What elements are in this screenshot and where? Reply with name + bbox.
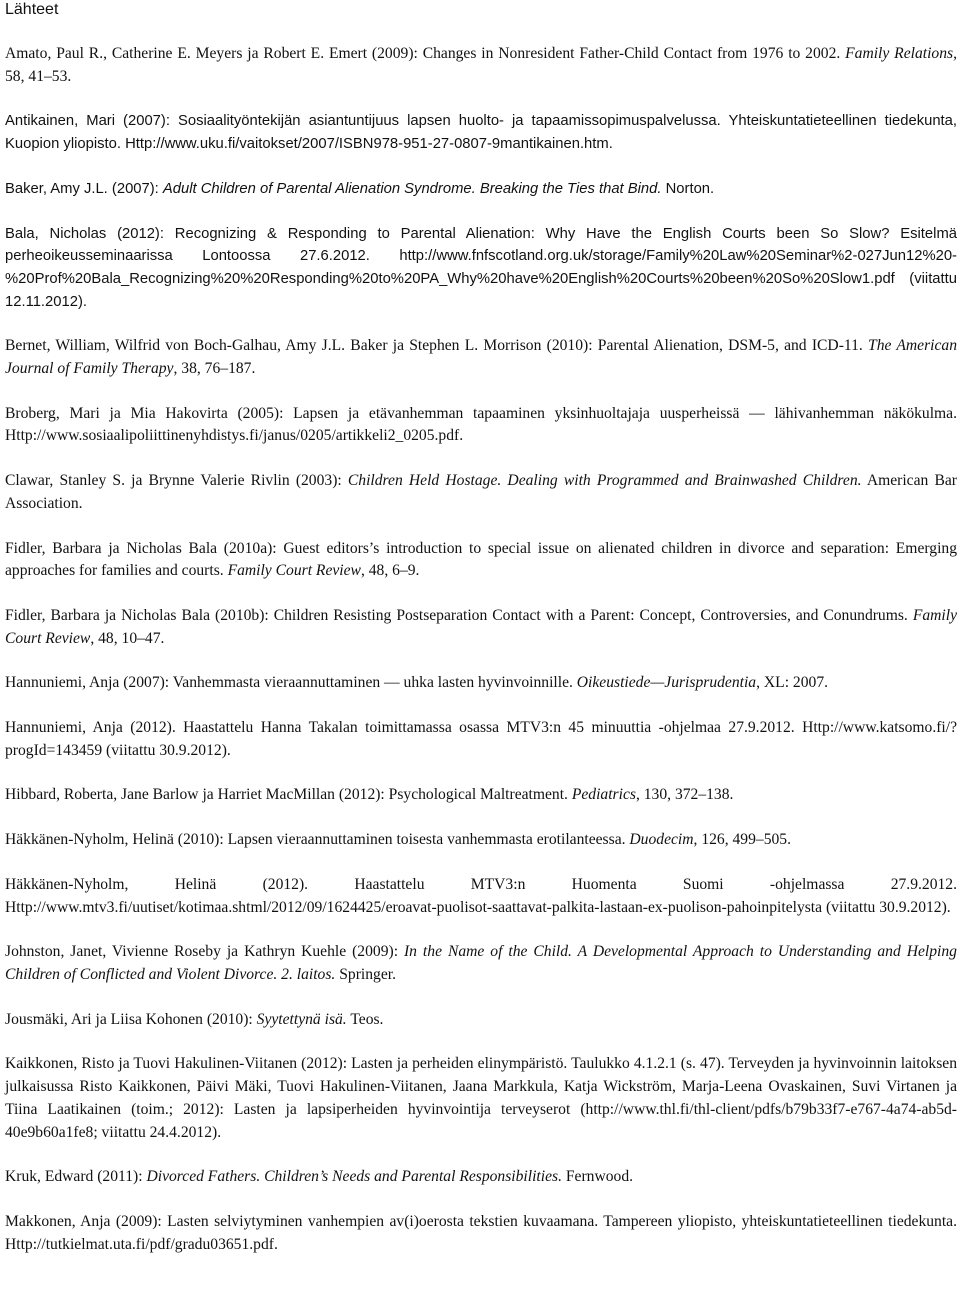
- reference-title-italic: In the Name of the Child. A Developmental Approach to Understanding and Helping Children of Conflicted and Violent Divorce. 2. laitos.: [5, 943, 957, 983]
- reference-text: , XL: 2007.: [756, 674, 829, 692]
- reference-text: Amato, Paul R., Catherine E. Meyers ja Robert E. Emert (2009): Changes in Nonresident Father-Child Contact from 1976 to 2002.: [5, 45, 846, 62]
- reference-entry: [5, 784, 957, 807]
- reference-text: Hannuniemi, Anja (2007): Vanhemmasta vieraannuttaminen — uhka lasten hyvinvoinnille.: [5, 674, 577, 692]
- reference-entry: [5, 335, 957, 380]
- reference-text: Broberg, Mari ja Mia Hakovirta (2005): Lapsen ja etävanhemman tapaaminen yksinhuoltajaja uusperheissä — lähivanhemman näkökulma. Http://www.sosiaalipoliittinenyhdistys.fi/janus/0205/artikkeli2_0205.pdf.: [5, 404, 957, 445]
- reference-text: Kaikkonen, Risto ja Tuovi Hakulinen-Viitanen (2012): Lasten ja perheiden elinympäristö. Taulukko 4.1.2.1 (s. 47). Terveyden ja hyvinvoinnin laitoksen julkaisussa Risto Kaikkonen, Päivi Mäki, Tuovi Hakulinen-Viitanen, Jaana Markkula, Katja Wickström, Marja-Leena Ovaskainen, Suvi Virtanen ja Tiina Laatikainen (toim.; 2012): Lasten ja lapsiperheiden hyvinvointija terveyserot (http://www.thl.fi/thl-client/pdfs/b79b33f7-e767-4a74-ab5d-40e9b60a1fe8; viitattu 24.4.2012).: [5, 1055, 957, 1141]
- reference-text: Fernwood.: [561, 1168, 634, 1186]
- reference-entry: [5, 717, 957, 762]
- reference-text: American Bar Association.: [5, 472, 957, 512]
- reference-title-italic: Children Held Hostage. Dealing with Programmed and Brainwashed Children.: [347, 472, 862, 490]
- reference-title-italic: The American Journal of Family Therapy: [5, 337, 957, 378]
- reference-text: Antikainen, Mari (2007): Sosiaalityöntekijän asiantuntijuus lapsen huolto- ja tapaamissopimuspalvelussa. Yhteiskuntatieteellinen tiedekunta, Kuopion yliopisto. Http://www.uku.fi/vaitokset/2007/ISBN978-951-27-0807-9mantikainen.htm.: [5, 113, 957, 153]
- page-title: Lähteet: [5, 1, 59, 18]
- reference-entry: [5, 1009, 957, 1032]
- reference-entry: [5, 1211, 957, 1256]
- reference-entry: [5, 605, 957, 650]
- reference-entry: [5, 538, 957, 583]
- reference-text: Clawar, Stanley S. ja Brynne Valerie Rivlin (2003):: [5, 472, 348, 490]
- reference-title-italic: Pediatrics: [571, 786, 636, 804]
- reference-text: Bernet, William, Wilfrid von Boch-Galhau, Amy J.L. Baker ja Stephen L. Morrison (2010): Parental Alienation, DSM-5, and ICD-11.: [5, 337, 869, 355]
- reference-title-italic: Divorced Fathers. Children’s Needs and Parental Responsibilities.: [146, 1168, 562, 1186]
- reference-entry: [5, 874, 957, 919]
- reference-entry: [5, 829, 957, 852]
- reference-text: Springer.: [335, 965, 396, 983]
- reference-text: Häkkänen-Nyholm, Helinä (2010): Lapsen vieraannuttaminen toisesta vanhemmasta erotilanteessa.: [5, 831, 630, 849]
- reference-entry: [5, 941, 957, 986]
- reference-list: [5, 43, 957, 1256]
- reference-title-italic: Adult Children of Parental Alienation Syndrome. Breaking the Ties that Bind.: [162, 180, 662, 197]
- reference-title-italic: Duodecim: [629, 831, 694, 849]
- reference-text: Fidler, Barbara ja Nicholas Bala (2010a): Guest editors’s introduction to special issue on alienated children in divorce and separation: Emerging approaches for families and courts.: [5, 539, 957, 580]
- reference-text: Fidler, Barbara ja Nicholas Bala (2010b): Children Resisting Postseparation Contact with a Parent: Concept, Controversies, and Conundrums.: [5, 606, 913, 624]
- reference-text: , 58, 41–53.: [5, 45, 957, 85]
- reference-text: Häkkänen-Nyholm, Helinä (2012). Haastattelu MTV3:n Huomenta Suomi -ohjelmassa 27.9.2012. Http://www.mtv3.fi/uutiset/kotimaa.shtml/2012/09/1624425/eroavat-puolisot-saattavat-palkita-lastaan-ex-puolison-pahoinpitelysta (viitattu 30.9.2012).: [5, 875, 957, 916]
- reference-title-italic: Family Court Review: [5, 606, 957, 647]
- reference-text: , 126, 499–505.: [693, 831, 791, 849]
- reference-text: , 130, 372–138.: [635, 786, 734, 804]
- reference-text: Hannuniemi, Anja (2012). Haastattelu Hanna Takalan toimittamassa osassa MTV3:n 45 minuuttia -ohjelmaa 27.9.2012. Http://www.katsomo.fi/?progId=143459 (viitattu 30.9.2012).: [5, 719, 957, 759]
- document-page: [5, 0, 957, 1278]
- reference-text: , 48, 6–9.: [360, 562, 420, 580]
- reference-text: Norton.: [661, 180, 715, 197]
- reference-text: Bala, Nicholas (2012): Recognizing & Responding to Parental Alienation: Why Have the English Courts been So Slow? Esitelmä perheoikeusseminaarissa Lontoossa 27.6.2012. http://www.fnfscotland.org.uk/storage/Family%20Law%20Seminar%2-027Jun12%20-%20Prof%20Bala_Recognizing%20%20Responding%20to%20PA_Why%20have%20English%20Courts%20been%20So%20Slow1.pdf (viitattu 12.11.2012).: [5, 225, 957, 310]
- reference-entry: [5, 1166, 957, 1189]
- reference-entry: [5, 223, 957, 314]
- reference-text: Johnston, Janet, Vivienne Roseby ja Kathryn Kuehle (2009):: [5, 943, 404, 961]
- reference-title-italic: Family Relations: [845, 45, 954, 62]
- reference-entry: [5, 470, 957, 515]
- reference-text: Makkonen, Anja (2009): Lasten selviytyminen vanhempien av(i)oerosta tekstien kuvaamana. Tampereen yliopisto, yhteiskuntatieteellinen tiedekunta. Http://tutkielmat.uta.fi/pdf/gradu03651.pdf.: [5, 1212, 957, 1253]
- reference-text: Teos.: [346, 1010, 384, 1028]
- reference-text: , 38, 76–187.: [173, 360, 256, 378]
- reference-entry: [5, 403, 957, 448]
- reference-text: Jousmäki, Ari ja Liisa Kohonen (2010):: [5, 1010, 257, 1028]
- reference-text: Kruk, Edward (2011):: [5, 1168, 147, 1186]
- reference-entry: [5, 1053, 957, 1144]
- reference-title-italic: Syytettynä isä.: [256, 1010, 347, 1028]
- reference-entry: [5, 672, 957, 695]
- reference-entry: [5, 43, 957, 88]
- reference-text: Hibbard, Roberta, Jane Barlow ja Harriet MacMillan (2012): Psychological Maltreatment.: [5, 786, 572, 804]
- reference-title-italic: Family Court Review: [227, 562, 361, 580]
- reference-entry: [5, 110, 957, 155]
- reference-title-italic: Oikeustiede—Jurisprudentia: [576, 674, 757, 692]
- reference-text: Baker, Amy J.L. (2007):: [5, 180, 163, 197]
- reference-entry: [5, 178, 957, 201]
- reference-text: , 48, 10–47.: [90, 629, 165, 647]
